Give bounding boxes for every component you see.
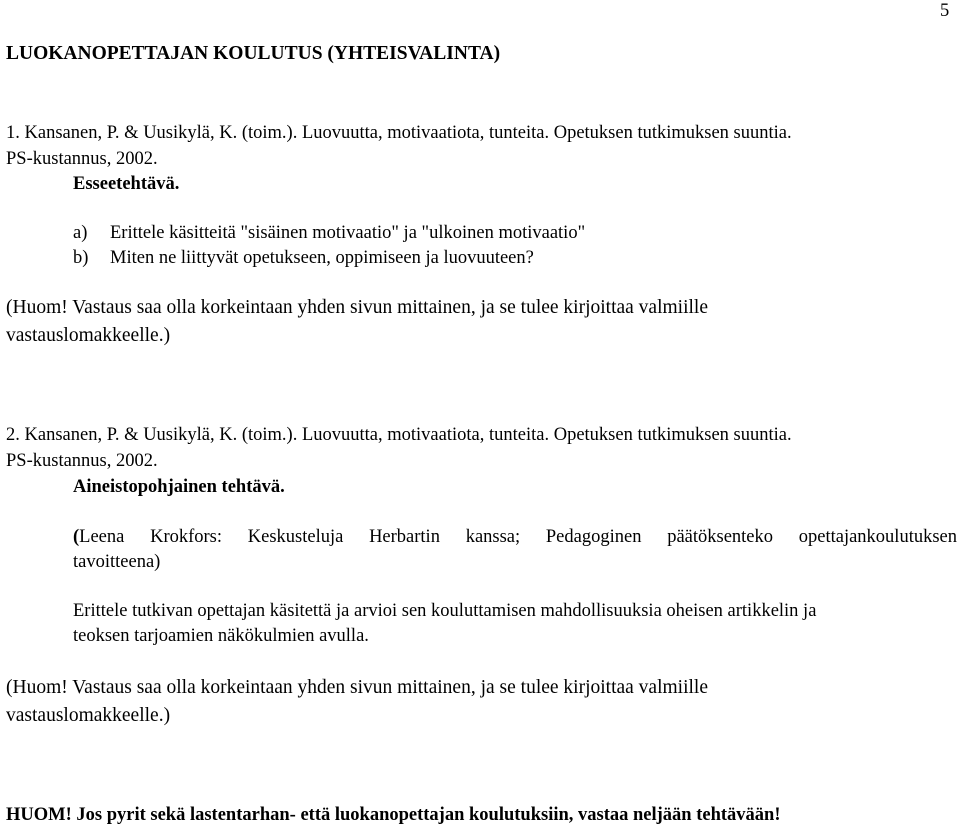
note-1-line-2: vastauslomakkeelle.): [6, 325, 171, 346]
item-b-marker: b): [73, 248, 89, 268]
item-a-marker: a): [73, 223, 88, 243]
item-b-text: Miten ne liittyvät opetukseen, oppimiseen ja luovuuteen?: [110, 248, 534, 268]
note-2-line-2: vastauslomakkeelle.): [6, 705, 171, 726]
task-2-line-2: teoksen tarjoamien näkökulmien avulla.: [73, 626, 369, 646]
note-2-line-1: (Huom! Vastaus saa olla korkeintaan yhden sivun mittainen, ja se tulee kirjoittaa valmiille: [6, 677, 708, 698]
source-line-1-text: Leena Krokfors: Keskusteluja Herbartin kanssa; Pedagoginen päätöksenteko opettajankoulutuksen: [79, 527, 957, 547]
source-open-paren: (: [73, 527, 80, 547]
final-note: HUOM! Jos pyrit sekä lastentarhan- että luokanopettajan koulutuksiin, vastaa neljään tehtävään!: [6, 805, 781, 825]
task-1-title: Esseetehtävä.: [73, 174, 180, 194]
reference-1-line-1: 1. Kansanen, P. & Uusikylä, K. (toim.). Luovuutta, motivaatiota, tunteita. Opetuksen tutkimuksen suuntia.: [6, 123, 792, 143]
item-a-text: Erittele käsitteitä "sisäinen motivaatio" ja "ulkoinen motivaatio": [110, 223, 586, 243]
source-line-2: tavoitteena): [73, 552, 161, 572]
reference-2-line-2: PS-kustannus, 2002.: [6, 451, 158, 471]
task-2-line-1: Erittele tutkivan opettajan käsitettä ja arvioi sen kouluttamisen mahdollisuuksia oheisen artikkelin ja: [73, 601, 817, 621]
reference-2-line-1: 2. Kansanen, P. & Uusikylä, K. (toim.). Luovuutta, motivaatiota, tunteita. Opetuksen tutkimuksen suuntia.: [6, 425, 792, 445]
note-1-line-1: (Huom! Vastaus saa olla korkeintaan yhden sivun mittainen, ja se tulee kirjoittaa valmiille: [6, 297, 708, 318]
reference-1-line-2: PS-kustannus, 2002.: [6, 149, 158, 169]
task-2-title: Aineistopohjainen tehtävä.: [73, 477, 285, 497]
page-number: 5: [940, 1, 950, 21]
source-line-1: [73, 526, 957, 548]
page-title: LUOKANOPETTAJAN KOULUTUS (YHTEISVALINTA): [6, 43, 501, 64]
